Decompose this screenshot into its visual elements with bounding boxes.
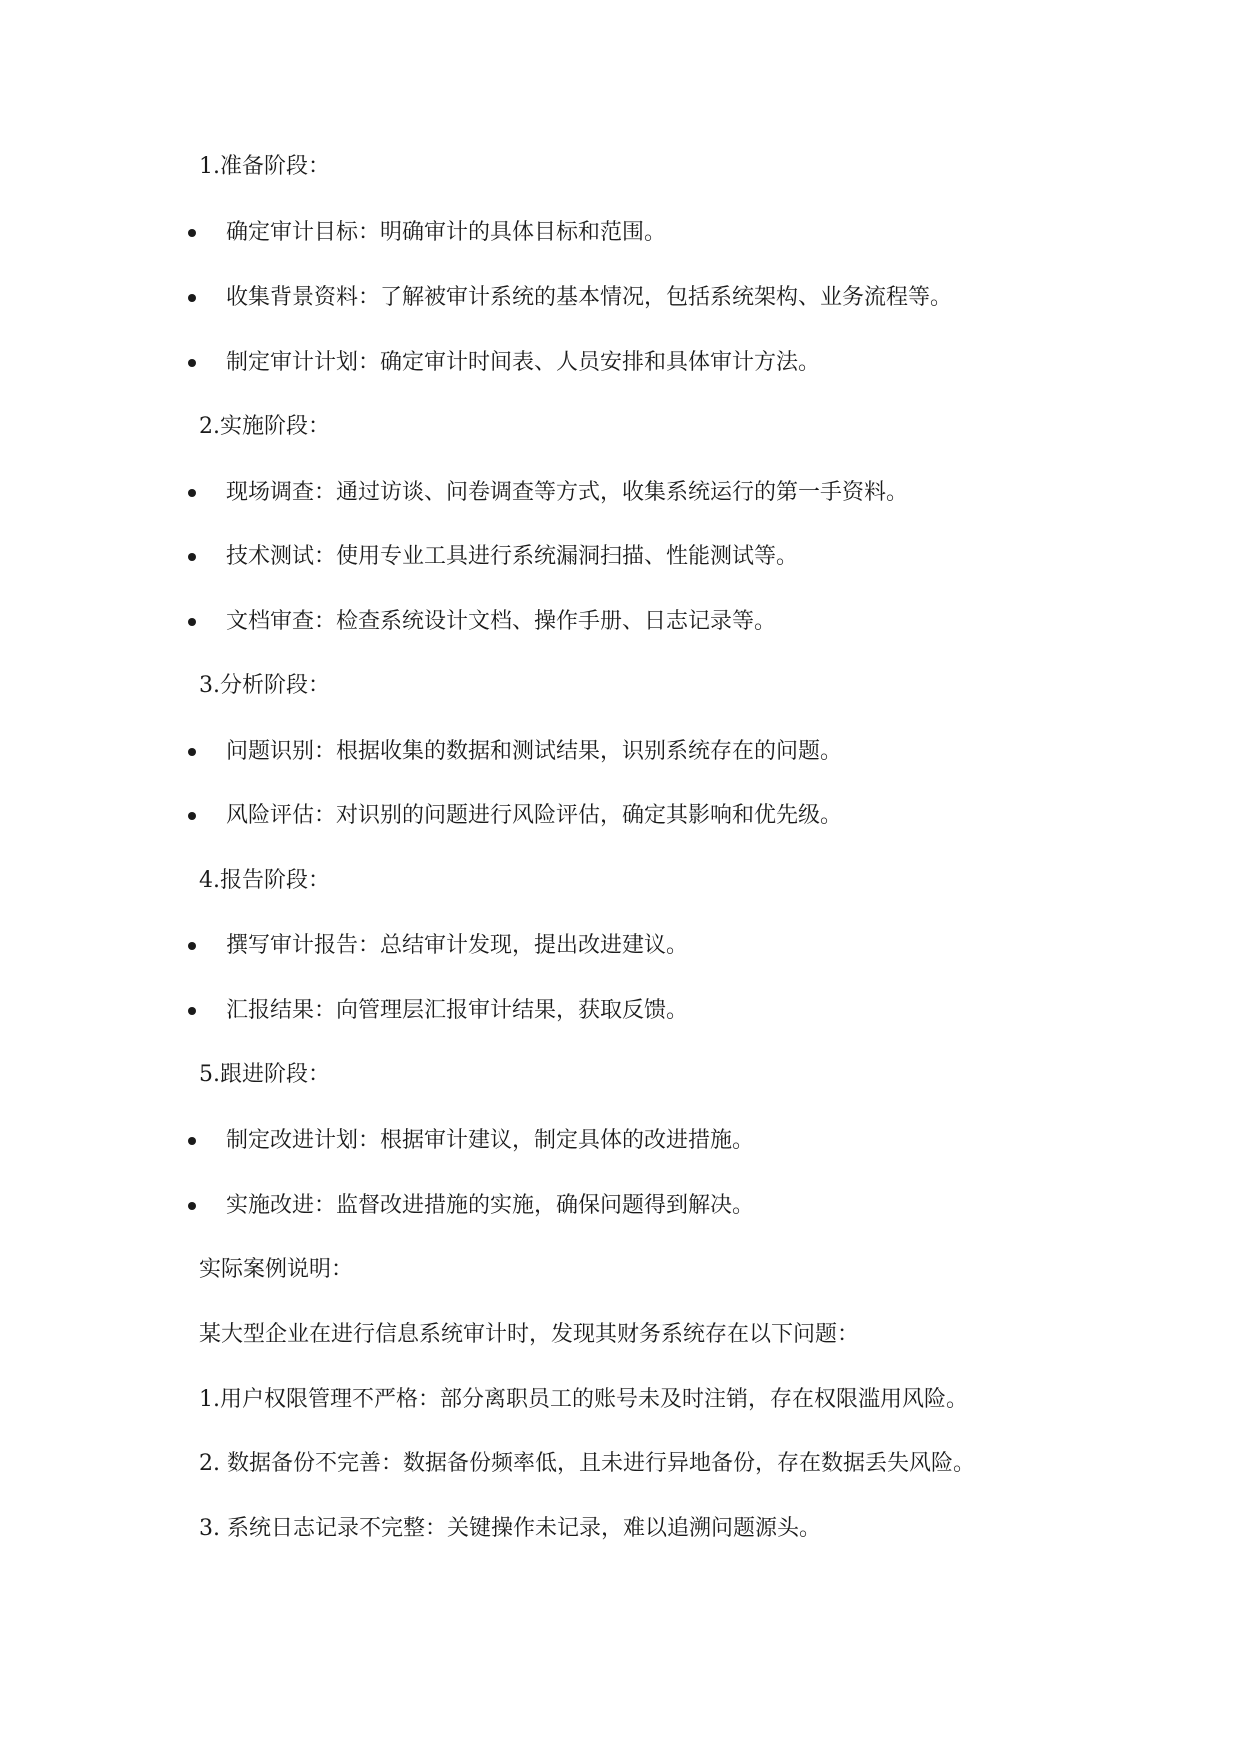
bullet-dot bbox=[188, 1202, 196, 1210]
bullet-dot bbox=[188, 489, 196, 497]
bullet-dot bbox=[188, 812, 196, 820]
bullet-dot bbox=[188, 748, 196, 756]
list-item: 确定审计目标：明确审计的具体目标和范围。 bbox=[226, 220, 667, 245]
bullet-dot bbox=[188, 942, 196, 950]
list-item: 收集背景资料：了解被审计系统的基本情况，包括系统架构、业务流程等。 bbox=[226, 285, 953, 310]
case-problem: 1.用户权限管理不严格：部分离职员工的账号未及时注销，存在权限滥用风险。 bbox=[199, 1387, 968, 1412]
list-item: 现场调查：通过访谈、问卷调查等方式，收集系统运行的第一手资料。 bbox=[226, 480, 909, 505]
list-item: 问题识别：根据收集的数据和测试结果，识别系统存在的问题。 bbox=[226, 739, 843, 764]
case-problem: 3. 系统日志记录不完整：关键操作未记录，难以追溯问题源头。 bbox=[199, 1516, 821, 1541]
bullet-dot bbox=[188, 229, 196, 237]
list-item: 风险评估：对识别的问题进行风险评估，确定其影响和优先级。 bbox=[226, 803, 843, 828]
case-problem: 2. 数据备份不完善：数据备份频率低，且未进行异地备份，存在数据丢失风险。 bbox=[199, 1451, 975, 1476]
bullet-dot bbox=[188, 294, 196, 302]
list-item: 汇报结果：向管理层汇报审计结果，获取反馈。 bbox=[226, 998, 689, 1023]
list-item: 实施改进：监督改进措施的实施，确保问题得到解决。 bbox=[226, 1193, 755, 1218]
case-intro: 某大型企业在进行信息系统审计时，发现其财务系统存在以下问题： bbox=[199, 1322, 860, 1347]
section-heading: 5.跟进阶段： bbox=[199, 1062, 330, 1087]
bullet-dot bbox=[188, 618, 196, 626]
section-heading: 4.报告阶段： bbox=[199, 868, 330, 893]
bullet-dot bbox=[188, 359, 196, 367]
section-heading: 3.分析阶段： bbox=[199, 673, 330, 698]
bullet-dot bbox=[188, 1137, 196, 1145]
list-item: 文档审查：检查系统设计文档、操作手册、日志记录等。 bbox=[226, 609, 777, 634]
section-heading: 1.准备阶段： bbox=[199, 154, 330, 179]
list-item: 技术测试：使用专业工具进行系统漏洞扫描、性能测试等。 bbox=[226, 544, 799, 569]
list-item: 制定审计计划：确定审计时间表、人员安排和具体审计方法。 bbox=[226, 350, 821, 375]
bullet-dot bbox=[188, 1007, 196, 1015]
list-item: 制定改进计划：根据审计建议，制定具体的改进措施。 bbox=[226, 1128, 755, 1153]
bullet-dot bbox=[188, 553, 196, 561]
list-item: 撰写审计报告：总结审计发现，提出改进建议。 bbox=[226, 933, 689, 958]
case-title: 实际案例说明： bbox=[199, 1257, 354, 1282]
section-heading: 2.实施阶段： bbox=[199, 414, 330, 439]
